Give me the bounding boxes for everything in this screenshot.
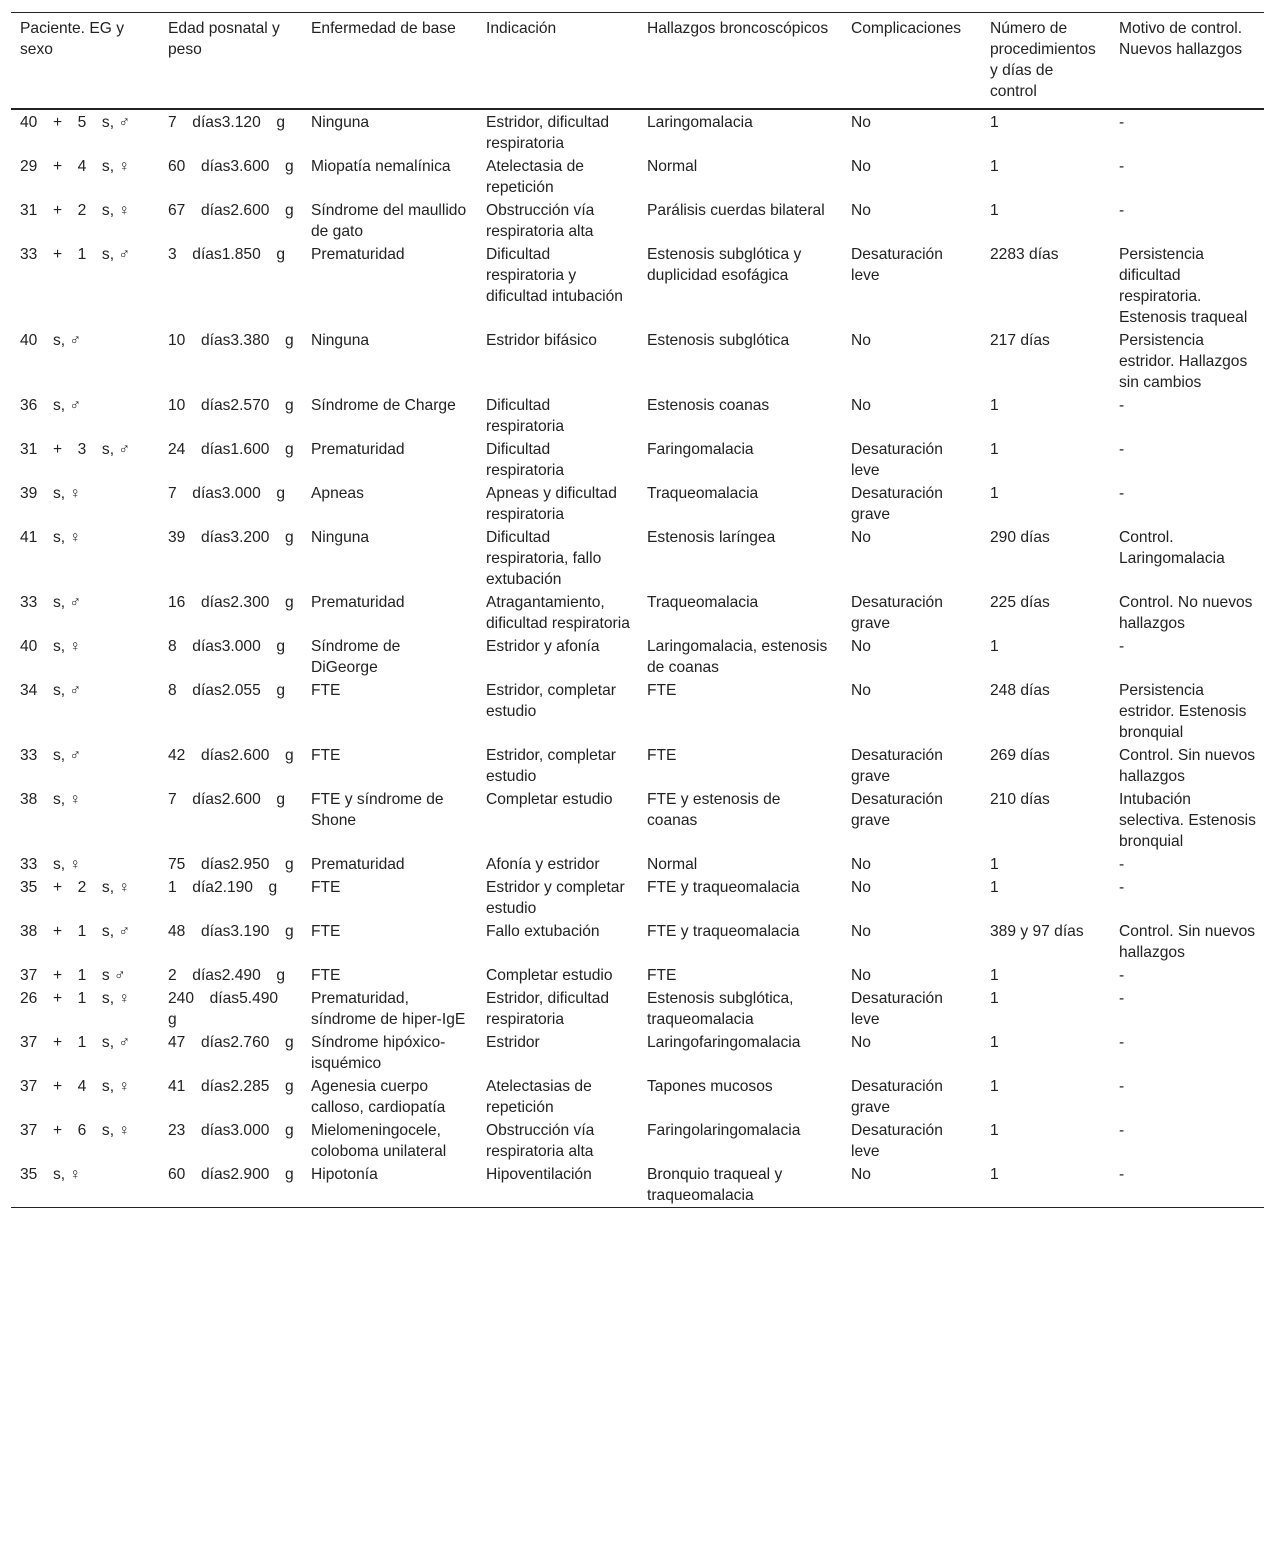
- control-reason-cell: -: [1119, 485, 1125, 502]
- indication-cell: Atelectasia de repetición: [486, 158, 584, 196]
- base-disease-cell: Agenesia cuerpo calloso, cardiopatía: [311, 1078, 446, 1116]
- findings-cell: Estenosis subglótica: [647, 332, 790, 349]
- procedures-cell: 1: [990, 638, 999, 655]
- patient-cell: 37 + 1 s, ♂: [20, 1034, 131, 1051]
- findings-cell: Normal: [647, 856, 698, 873]
- findings-cell: Estenosis coanas: [647, 397, 770, 414]
- base-disease-cell: Síndrome del maullido de gato: [311, 202, 467, 240]
- control-reason-cell: -: [1119, 1078, 1125, 1095]
- complications-cell: Desaturación grave: [851, 594, 943, 632]
- findings-cell: FTE y traqueomalacia: [647, 923, 800, 940]
- table-row: [11, 1162, 1264, 1208]
- indication-cell: Atelectasias de repetición: [486, 1078, 592, 1116]
- indication-cell: Estridor y afonía: [486, 638, 600, 655]
- table-row: [11, 393, 1264, 437]
- patient-cell: 37 + 1 s ♂: [20, 967, 126, 984]
- indication-cell: Fallo extubación: [486, 923, 600, 940]
- control-reason-cell: Control. Laringomalacia: [1119, 529, 1225, 567]
- table-row: [11, 919, 1264, 963]
- findings-cell: Bronquio traqueal y traqueomalacia: [638, 1162, 842, 1208]
- control-reason-cell: -: [1119, 1034, 1125, 1051]
- procedures-cell: 1: [990, 114, 999, 131]
- complications-cell: No: [842, 1162, 981, 1208]
- indication-cell: Estridor, completar estudio: [486, 682, 616, 720]
- indication-cell: Completar estudio: [486, 967, 613, 984]
- complications-cell: Desaturación leve: [851, 246, 943, 284]
- procedures-cell: 1: [990, 990, 999, 1007]
- procedures-cell: 1: [990, 441, 999, 458]
- base-disease-cell: Ninguna: [311, 114, 370, 131]
- patient-cell: 36 s, ♂: [20, 397, 82, 414]
- control-reason-cell: -: [1119, 397, 1125, 414]
- findings-cell: Laringomalacia, estenosis de coanas: [647, 638, 828, 676]
- patient-cell: 35 s, ♀: [11, 1162, 159, 1208]
- findings-cell: FTE: [647, 747, 677, 764]
- indication-cell: Estridor: [486, 1034, 540, 1051]
- base-disease-cell: FTE: [311, 879, 341, 896]
- findings-cell: Faringomalacia: [647, 441, 754, 458]
- age-weight-cell: 10 días2.570 g: [168, 397, 294, 414]
- control-reason-cell: -: [1119, 202, 1125, 219]
- indication-cell: Estridor y completar estudio: [486, 879, 625, 917]
- procedures-cell: 2283 días: [990, 246, 1059, 263]
- indication-cell: Dificultad respiratoria: [486, 397, 564, 435]
- indication-cell: Hipoventilación: [477, 1162, 638, 1208]
- base-disease-cell: Apneas: [311, 485, 364, 502]
- indication-cell: Estridor, dificultad respiratoria: [486, 990, 610, 1028]
- patient-cell: 31 + 3 s, ♂: [20, 441, 131, 458]
- procedures-cell: 248 días: [990, 682, 1050, 699]
- procedures-cell: 1: [990, 856, 999, 873]
- age-weight-cell: 75 días2.950 g: [168, 856, 294, 873]
- patient-cell: 41 s, ♀: [20, 529, 82, 546]
- table-row: [11, 328, 1264, 393]
- age-weight-cell: 16 días2.300 g: [168, 594, 294, 611]
- patient-cell: 40 s, ♂: [20, 332, 82, 349]
- findings-cell: Estenosis subglótica, traqueomalacia: [647, 990, 794, 1028]
- table-row: [11, 1074, 1264, 1118]
- base-disease-cell: FTE y síndrome de Shone: [311, 791, 444, 829]
- base-disease-cell: Mielomeningocele, coloboma unilateral: [311, 1122, 447, 1160]
- age-weight-cell: 7 días3.000 g: [168, 485, 286, 502]
- procedures-cell: 1: [990, 879, 999, 896]
- patient-cell: 38 s, ♀: [20, 791, 82, 808]
- base-disease-cell: Prematuridad: [311, 594, 405, 611]
- procedures-cell: 225 días: [990, 594, 1050, 611]
- complications-cell: Desaturación grave: [851, 747, 943, 785]
- findings-cell: Traqueomalacia: [647, 594, 759, 611]
- control-reason-cell: -: [1110, 1162, 1264, 1208]
- complications-cell: No: [851, 682, 871, 699]
- patient-cell: 39 s, ♀: [20, 485, 82, 502]
- control-reason-cell: -: [1119, 114, 1125, 131]
- age-weight-cell: 42 días2.600 g: [168, 747, 294, 764]
- age-weight-cell: 60 días3.600 g: [168, 158, 294, 175]
- table-row: [11, 1030, 1264, 1074]
- table-row: [11, 678, 1264, 743]
- complications-cell: Desaturación grave: [851, 485, 943, 523]
- complications-cell: No: [851, 923, 871, 940]
- findings-cell: Parálisis cuerdas bilateral: [647, 202, 825, 219]
- indication-cell: Obstrucción vía respiratoria alta: [486, 1122, 595, 1160]
- control-reason-cell: -: [1119, 990, 1125, 1007]
- table-row: [11, 1118, 1264, 1162]
- table-row: [11, 198, 1264, 242]
- age-weight-cell: 3 días1.850 g: [168, 246, 286, 263]
- base-disease-cell: FTE: [311, 923, 341, 940]
- patient-cell: 33 s, ♀: [20, 856, 82, 873]
- control-reason-cell: -: [1119, 158, 1125, 175]
- base-disease-cell: Prematuridad: [311, 246, 405, 263]
- procedures-cell: 1: [990, 485, 999, 502]
- procedures-cell: 1: [990, 1078, 999, 1095]
- procedures-cell: 1: [990, 202, 999, 219]
- control-reason-cell: Persistencia estridor. Estenosis bronquial: [1119, 682, 1247, 741]
- base-disease-cell: Prematuridad, síndrome de hiper-IgE: [311, 990, 466, 1028]
- table-row: [11, 963, 1264, 986]
- complications-cell: Desaturación leve: [851, 1122, 943, 1160]
- findings-cell: Tapones mucosos: [647, 1078, 773, 1095]
- findings-cell: FTE y traqueomalacia: [647, 879, 800, 896]
- procedures-cell: 217 días: [990, 332, 1050, 349]
- complications-cell: No: [851, 856, 871, 873]
- patient-cell: 29 + 4 s, ♀: [20, 158, 131, 175]
- table-row: [11, 242, 1264, 328]
- base-disease-cell: Miopatía nemalínica: [311, 158, 451, 175]
- age-weight-cell: 47 días2.760 g: [168, 1034, 294, 1051]
- base-disease-cell: Síndrome de DiGeorge: [311, 638, 401, 676]
- complications-cell: No: [851, 967, 871, 984]
- complications-cell: No: [851, 202, 871, 219]
- header-row: [11, 13, 1264, 110]
- complications-cell: Desaturación grave: [851, 791, 943, 829]
- age-weight-cell: 8 días3.000 g: [168, 638, 286, 655]
- complications-cell: No: [851, 158, 871, 175]
- findings-cell: Estenosis subglótica y duplicidad esofágica: [647, 246, 802, 284]
- indication-cell: Estridor bifásico: [486, 332, 597, 349]
- age-weight-cell: 24 días1.600 g: [168, 441, 294, 458]
- age-weight-cell: 7 días2.600 g: [168, 791, 286, 808]
- findings-cell: FTE: [647, 682, 677, 699]
- age-weight-cell: 41 días2.285 g: [168, 1078, 294, 1095]
- procedures-cell: 269 días: [990, 747, 1050, 764]
- table-body: [11, 109, 1264, 1208]
- header-patient: Paciente. EG y sexo: [11, 13, 159, 110]
- complications-cell: No: [851, 879, 871, 896]
- control-reason-cell: Control. Sin nuevos hallazgos: [1119, 923, 1256, 961]
- indication-cell: Dificultad respiratoria: [486, 441, 564, 479]
- procedures-cell: 1: [990, 1122, 999, 1139]
- patient-cell: 40 + 5 s, ♂: [20, 114, 131, 131]
- base-disease-cell: Ninguna: [311, 529, 370, 546]
- patient-cell: 40 s, ♀: [20, 638, 82, 655]
- patients-table: [11, 12, 1264, 1208]
- findings-cell: Faringolaringomalacia: [647, 1122, 801, 1139]
- indication-cell: Estridor, dificultad respiratoria: [486, 114, 610, 152]
- patient-cell: 31 + 2 s, ♀: [20, 202, 131, 219]
- base-disease-cell: Síndrome hipóxico-isquémico: [311, 1034, 446, 1072]
- age-weight-cell: 48 días3.190 g: [168, 923, 294, 940]
- findings-cell: Laringofaringomalacia: [647, 1034, 801, 1051]
- indication-cell: Completar estudio: [486, 791, 613, 808]
- findings-cell: Laringomalacia: [647, 114, 753, 131]
- header-complications: Complicaciones: [842, 13, 981, 110]
- indication-cell: Atragantamiento, dificultad respiratoria: [486, 594, 630, 632]
- age-weight-cell: 60 días2.900 g: [159, 1162, 302, 1208]
- complications-cell: No: [851, 529, 871, 546]
- indication-cell: Afonía y estridor: [486, 856, 600, 873]
- table-row: [11, 590, 1264, 634]
- findings-cell: Estenosis laríngea: [647, 529, 776, 546]
- age-weight-cell: 8 días2.055 g: [168, 682, 286, 699]
- table-row: [11, 525, 1264, 590]
- base-disease-cell: Prematuridad: [311, 856, 405, 873]
- procedures-cell: 1: [990, 158, 999, 175]
- procedures-cell: 210 días: [990, 791, 1050, 808]
- table-row: [11, 743, 1264, 787]
- control-reason-cell: Control. Sin nuevos hallazgos: [1119, 747, 1256, 785]
- patient-cell: 38 + 1 s, ♂: [20, 923, 131, 940]
- patient-cell: 37 + 4 s, ♀: [20, 1078, 131, 1095]
- procedures-cell: 389 y 97 días: [990, 923, 1084, 940]
- complications-cell: Desaturación leve: [851, 441, 943, 479]
- base-disease-cell: Hipotonía: [302, 1162, 477, 1208]
- control-reason-cell: -: [1119, 856, 1125, 873]
- age-weight-cell: 39 días3.200 g: [168, 529, 294, 546]
- table-row: [11, 852, 1264, 875]
- table-row: [11, 787, 1264, 852]
- patient-cell: 33 + 1 s, ♂: [20, 246, 131, 263]
- age-weight-cell: 23 días3.000 g: [168, 1122, 294, 1139]
- table-row: [11, 481, 1264, 525]
- indication-cell: Dificultad respiratoria, fallo extubación: [486, 529, 602, 588]
- patient-cell: 26 + 1 s, ♀: [20, 990, 131, 1007]
- findings-cell: Normal: [647, 158, 698, 175]
- control-reason-cell: Intubación selectiva. Estenosis bronquial: [1119, 791, 1256, 850]
- age-weight-cell: 67 días2.600 g: [168, 202, 294, 219]
- indication-cell: Obstrucción vía respiratoria alta: [486, 202, 595, 240]
- base-disease-cell: Síndrome de Charge: [311, 397, 456, 414]
- control-reason-cell: -: [1119, 638, 1125, 655]
- patient-cell: 35 + 2 s, ♀: [20, 879, 131, 896]
- findings-cell: Traqueomalacia: [647, 485, 759, 502]
- age-weight-cell: 240 días5.490 g: [168, 990, 294, 1028]
- complications-cell: No: [851, 397, 871, 414]
- procedures-cell: 290 días: [990, 529, 1050, 546]
- base-disease-cell: Prematuridad: [311, 441, 405, 458]
- findings-cell: FTE: [647, 967, 677, 984]
- age-weight-cell: 2 días2.490 g: [168, 967, 286, 984]
- control-reason-cell: Persistencia dificultad respiratoria. Estenosis traqueal: [1119, 246, 1248, 326]
- table-row: [11, 437, 1264, 481]
- table-row: [11, 986, 1264, 1030]
- control-reason-cell: -: [1119, 967, 1125, 984]
- header-procedures: Número de procedimientos y días de control: [981, 13, 1110, 110]
- complications-cell: No: [851, 332, 871, 349]
- indication-cell: Apneas y dificultad respiratoria: [486, 485, 617, 523]
- complications-cell: No: [851, 1034, 871, 1051]
- procedures-cell: 1: [990, 397, 999, 414]
- table-row: [11, 109, 1264, 154]
- age-weight-cell: 1 día2.190 g: [168, 879, 278, 896]
- base-disease-cell: Ninguna: [311, 332, 370, 349]
- base-disease-cell: FTE: [311, 682, 341, 699]
- procedures-cell: 1: [981, 1162, 1110, 1208]
- control-reason-cell: -: [1119, 879, 1125, 896]
- patient-cell: 33 s, ♂: [20, 747, 82, 764]
- control-reason-cell: -: [1119, 441, 1125, 458]
- complications-cell: No: [851, 114, 871, 131]
- table-row: [11, 154, 1264, 198]
- indication-cell: Dificultad respiratoria y dificultad intubación: [486, 246, 623, 305]
- complications-cell: Desaturación leve: [851, 990, 943, 1028]
- header-age-weight: Edad posnatal y peso: [159, 13, 302, 110]
- patient-cell: 37 + 6 s, ♀: [20, 1122, 131, 1139]
- indication-cell: Estridor, completar estudio: [486, 747, 616, 785]
- header-indication: Indicación: [477, 13, 638, 110]
- control-reason-cell: -: [1119, 1122, 1125, 1139]
- patient-cell: 33 s, ♂: [20, 594, 82, 611]
- header-findings: Hallazgos broncoscópicos: [638, 13, 842, 110]
- base-disease-cell: FTE: [311, 967, 341, 984]
- age-weight-cell: 10 días3.380 g: [168, 332, 294, 349]
- table-row: [11, 875, 1264, 919]
- procedures-cell: 1: [990, 967, 999, 984]
- age-weight-cell: 7 días3.120 g: [168, 114, 286, 131]
- patient-cell: 34 s, ♂: [20, 682, 82, 699]
- control-reason-cell: Persistencia estridor. Hallazgos sin cambios: [1119, 332, 1248, 391]
- table-row: [11, 634, 1264, 678]
- header-base-disease: Enfermedad de base: [302, 13, 477, 110]
- base-disease-cell: FTE: [311, 747, 341, 764]
- control-reason-cell: Control. No nuevos hallazgos: [1119, 594, 1253, 632]
- header-control-reason: Motivo de control. Nuevos hallazgos: [1110, 13, 1264, 110]
- table-header: [11, 13, 1264, 110]
- findings-cell: FTE y estenosis de coanas: [647, 791, 781, 829]
- procedures-cell: 1: [990, 1034, 999, 1051]
- complications-cell: No: [851, 638, 871, 655]
- complications-cell: Desaturación grave: [851, 1078, 943, 1116]
